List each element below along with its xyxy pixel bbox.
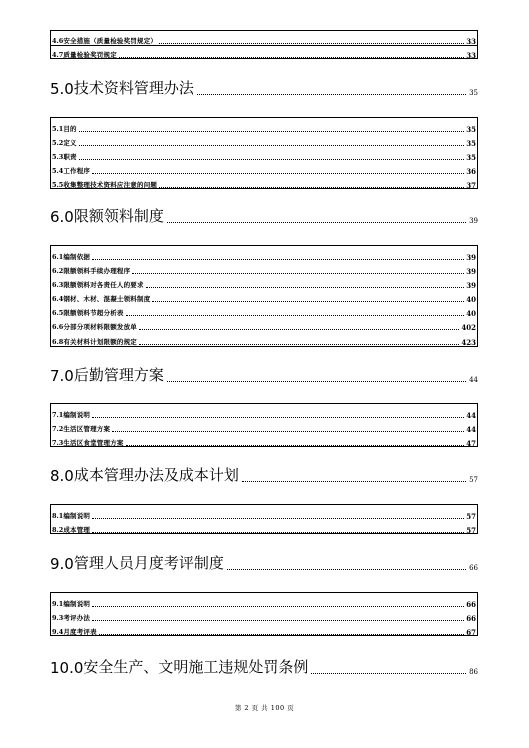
dot-leader — [197, 94, 466, 95]
entry-number: 4.7 — [52, 51, 64, 59]
dot-leader — [92, 417, 464, 418]
dot-leader — [139, 329, 459, 330]
dot-leader — [79, 131, 465, 132]
heading-page: 57 — [469, 476, 478, 484]
toc-box-section-7 — [50, 403, 478, 447]
toc-entry[interactable] — [51, 289, 477, 303]
toc-entry[interactable] — [51, 608, 477, 622]
toc-entry[interactable] — [51, 419, 477, 433]
dot-leader — [92, 532, 464, 533]
entry-label: 安全措施（质量检验奖罚规定） — [63, 37, 158, 45]
toc-entry[interactable] — [51, 175, 477, 189]
toc-box-section-6 — [50, 245, 478, 347]
entry-page: 35 — [466, 125, 476, 134]
entry-number: 6.2 — [52, 267, 64, 275]
dot-leader — [99, 634, 464, 635]
heading-title: 成本管理办法及成本计划 — [73, 466, 239, 484]
entry-number: 9.1 — [52, 600, 64, 608]
entry-page: 33 — [466, 51, 476, 60]
entry-label: 收集整理技术资料应注意的问题 — [63, 181, 158, 189]
entry-label: 成本管理 — [63, 526, 91, 534]
entry-number: 9.3 — [52, 614, 64, 622]
dot-leader — [92, 173, 464, 174]
entry-label: 有关材料计划限额的规定 — [63, 338, 138, 346]
dot-leader — [126, 445, 465, 446]
toc-heading-10[interactable] — [50, 655, 478, 677]
entry-number: 6.5 — [52, 309, 64, 317]
dot-leader — [132, 273, 464, 274]
toc-entry[interactable] — [51, 247, 477, 261]
toc-entry[interactable] — [51, 594, 477, 608]
dot-leader — [92, 606, 464, 607]
dot-leader — [112, 431, 464, 432]
heading-number: 6.0 — [50, 208, 74, 226]
heading-number: 7.0 — [50, 367, 74, 385]
toc-entry[interactable] — [51, 433, 477, 447]
dot-leader — [92, 259, 464, 260]
entry-label: 分部分项材料限额发放单 — [63, 323, 138, 331]
toc-entry[interactable] — [51, 332, 477, 346]
toc-entry[interactable] — [51, 31, 477, 45]
dot-leader — [79, 159, 465, 160]
entry-label: 限额领料对各责任人的要求 — [63, 281, 144, 289]
entry-number: 5.3 — [52, 153, 64, 161]
toc-entry[interactable] — [51, 45, 477, 59]
dot-leader — [167, 222, 466, 223]
dot-leader — [92, 620, 464, 621]
toc-entry[interactable] — [51, 520, 477, 534]
entry-label: 编制依据 — [63, 253, 91, 261]
toc-heading-7[interactable] — [50, 363, 478, 385]
toc-entry[interactable] — [51, 161, 477, 175]
toc-entry[interactable] — [51, 261, 477, 275]
dot-leader — [242, 481, 466, 482]
entry-page: 39 — [466, 281, 476, 290]
heading-title: 后勤管理方案 — [73, 366, 164, 384]
dot-leader — [79, 145, 465, 146]
entry-number: 4.6 — [52, 37, 64, 45]
entry-label: 目的 — [63, 125, 77, 133]
heading-page: 44 — [469, 376, 478, 384]
entry-label: 限额领料手续办理程序 — [63, 267, 131, 275]
entry-number: 8.2 — [52, 526, 64, 534]
entry-label: 月度考评表 — [63, 628, 97, 636]
entry-page: 39 — [466, 253, 476, 262]
toc-heading-8[interactable] — [50, 463, 478, 485]
toc-entry[interactable] — [51, 275, 477, 289]
entry-page: 57 — [466, 512, 476, 521]
entry-page: 44 — [466, 411, 476, 420]
dot-leader — [159, 43, 464, 44]
entry-number: 9.4 — [52, 628, 64, 636]
entry-number: 7.3 — [52, 439, 64, 447]
dot-leader — [139, 344, 459, 345]
heading-title: 管理人员月度考评制度 — [73, 554, 224, 572]
toc-entry[interactable] — [51, 506, 477, 520]
heading-number: 8.0 — [50, 467, 74, 485]
toc-box-section-5 — [50, 117, 478, 189]
entry-page: 37 — [466, 181, 476, 190]
heading-page: 35 — [469, 89, 478, 97]
heading-title: 限额领料制度 — [73, 207, 164, 225]
toc-box-section-8 — [50, 504, 478, 534]
dot-leader — [311, 673, 466, 674]
entry-label: 编制说明 — [63, 411, 91, 419]
entry-page: 67 — [466, 628, 476, 637]
entry-label: 工作程序 — [63, 167, 91, 175]
toc-heading-6[interactable] — [50, 204, 478, 226]
dot-leader — [92, 518, 464, 519]
heading-number: 10.0 — [50, 659, 84, 677]
toc-entry[interactable] — [51, 317, 477, 331]
toc-entry[interactable] — [51, 303, 477, 317]
entry-label: 职责 — [63, 153, 77, 161]
entry-page: 66 — [466, 614, 476, 623]
entry-number: 8.1 — [52, 512, 64, 520]
entry-page: 44 — [466, 425, 476, 434]
entry-label: 定义 — [63, 139, 77, 147]
dot-leader — [146, 287, 465, 288]
entry-label: 编制说明 — [63, 512, 91, 520]
dot-leader — [227, 569, 466, 570]
entry-label: 编制说明 — [63, 600, 91, 608]
entry-page: 40 — [466, 295, 476, 304]
heading-number: 5.0 — [50, 80, 74, 98]
entry-page: 57 — [466, 526, 476, 535]
toc-heading-9[interactable] — [50, 551, 478, 573]
heading-number: 9.0 — [50, 555, 74, 573]
dot-leader — [152, 301, 464, 302]
dot-leader — [167, 381, 466, 382]
entry-label: 质量检验奖罚规定 — [63, 51, 117, 59]
heading-page: 66 — [469, 564, 478, 572]
toc-box-section-4 — [50, 30, 478, 59]
entry-label: 钢材、木材、混凝土领料制度 — [63, 295, 151, 303]
entry-page: 36 — [466, 167, 476, 176]
entry-page: 35 — [466, 153, 476, 162]
entry-label: 生活区管理方案 — [63, 425, 111, 433]
entry-page: 39 — [466, 267, 476, 276]
entry-page: 40 — [466, 309, 476, 318]
heading-title: 安全生产、文明施工违规处罚条例 — [83, 658, 309, 676]
entry-label: 考评办法 — [63, 614, 91, 622]
toc-entry[interactable] — [51, 147, 477, 161]
entry-number: 6.6 — [52, 323, 64, 331]
heading-page: 86 — [469, 668, 478, 676]
dot-leader — [126, 315, 465, 316]
entry-page: 402 — [461, 323, 476, 332]
toc-heading-5[interactable] — [50, 76, 478, 98]
toc-entry[interactable] — [51, 622, 477, 636]
dot-leader — [159, 187, 464, 188]
entry-number: 5.1 — [52, 125, 64, 133]
page-footer: 第 2 页 共 100 页 — [234, 704, 295, 712]
entry-number: 6.1 — [52, 253, 64, 261]
entry-page: 47 — [466, 439, 476, 448]
toc-entry[interactable] — [51, 133, 477, 147]
entry-page: 423 — [461, 338, 476, 347]
entry-number: 5.4 — [52, 167, 64, 175]
heading-title: 技术资料管理办法 — [73, 79, 194, 97]
toc-entry[interactable] — [51, 119, 477, 133]
entry-number: 5.2 — [52, 139, 64, 147]
entry-number: 7.2 — [52, 425, 64, 433]
entry-label: 限额领料节超分析表 — [63, 309, 124, 317]
entry-page: 35 — [466, 139, 476, 148]
toc-box-section-9 — [50, 592, 478, 636]
entry-number: 6.4 — [52, 295, 64, 303]
entry-page: 33 — [466, 37, 476, 46]
entry-number: 6.3 — [52, 281, 64, 289]
entry-label: 生活区食堂管理方案 — [63, 439, 124, 447]
heading-page: 39 — [469, 217, 478, 225]
entry-page: 66 — [466, 600, 476, 609]
entry-number: 5.5 — [52, 181, 64, 189]
entry-number: 7.1 — [52, 411, 64, 419]
entry-number: 6.8 — [52, 338, 64, 346]
toc-entry[interactable] — [51, 405, 477, 419]
dot-leader — [119, 57, 464, 58]
